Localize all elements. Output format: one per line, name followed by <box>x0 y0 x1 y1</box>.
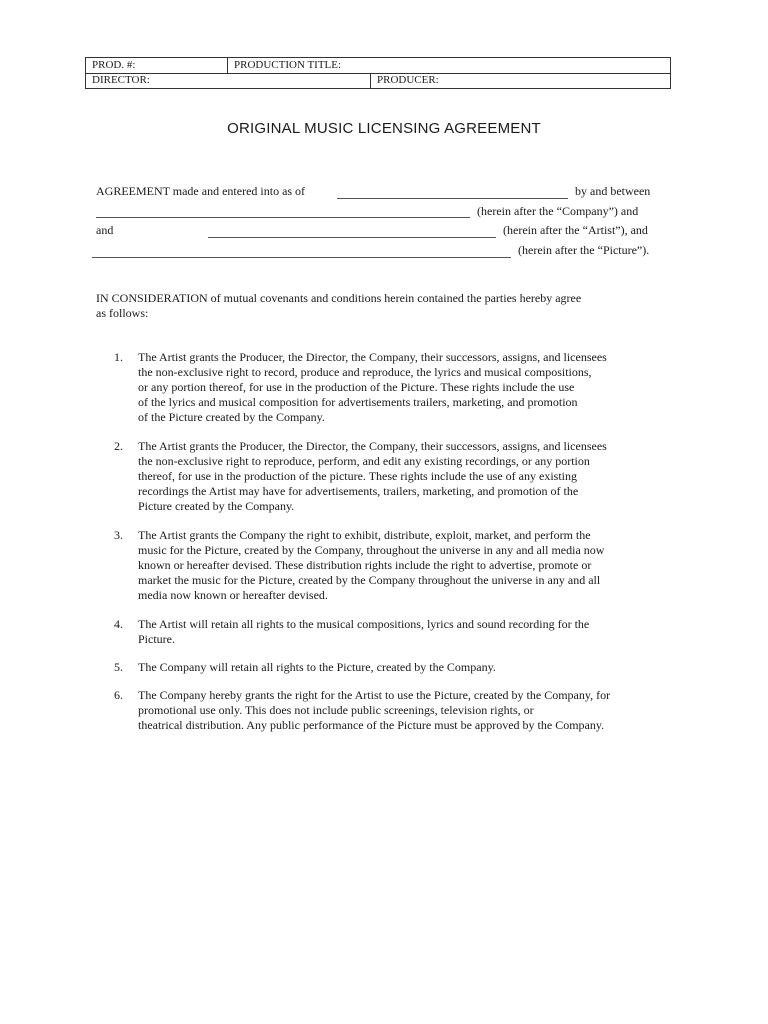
clause-line: The Company will retain all rights to the Picture, created by the Company. <box>138 660 496 674</box>
clause-line: The Artist grants the Producer, the Director, the Company, their successors, assigns, and licensees <box>138 439 607 453</box>
intro-line3-start: and <box>96 223 114 237</box>
intro-line3-end: (herein after the “Artist”), and <box>503 223 648 237</box>
clause-line: The Artist grants the Producer, the Director, the Company, their successors, assigns, and licensees <box>138 350 607 364</box>
clause-line: theatrical distribution. Any public performance of the Picture must be approved by the Company. <box>138 718 605 732</box>
intro-line1-start: AGREEMENT made and entered into as of <box>96 184 306 198</box>
clause-number: 1. <box>114 350 123 364</box>
clause-line: or any portion thereof, for use in the production of the Picture. These rights include the use <box>138 380 575 394</box>
date-blank-line <box>337 198 568 199</box>
consideration-paragraph <box>96 291 676 321</box>
clause-line: market the music for the Picture, created by the Company throughout the universe in any and all <box>138 573 601 587</box>
clause-line: media now known or hereafter devised. <box>138 588 328 602</box>
header-row-1 <box>86 58 670 74</box>
intro-line1-end: by and between <box>575 184 651 198</box>
clause-line: the non-exclusive right to record, produce and reproduce, the lyrics and musical compositions, <box>138 365 592 379</box>
clause-number: 4. <box>114 617 123 631</box>
clause-number: 2. <box>114 439 123 453</box>
clause-line: the non-exclusive right to reproduce, perform, and edit any existing recordings, or any portion <box>138 454 590 468</box>
clause-line: Picture created by the Company. <box>138 499 295 513</box>
clause-line: known or hereafter devised. These distribution rights include the right to advertise, promote or <box>138 558 592 572</box>
clause-line: The Artist will retain all rights to the musical compositions, lyrics and sound recording for the <box>138 617 590 631</box>
clause-text <box>138 439 678 514</box>
clause-text <box>138 350 678 425</box>
clause-line: promotional use only. This does not include public screenings, television rights, or <box>138 703 534 717</box>
intro-line4-end: (herein after the “Picture”). <box>518 243 650 257</box>
director-label: DIRECTOR: <box>86 73 371 88</box>
clause-text <box>138 528 678 603</box>
production-title-label: PRODUCTION TITLE: <box>234 59 342 71</box>
clause-line: Picture. <box>138 632 175 646</box>
clause-line: The Company hereby grants the right for the Artist to use the Picture, created by the Company, for <box>138 688 611 702</box>
clause-text <box>138 688 678 733</box>
clause-line: recordings the Artist may have for advertisements, trailers, marketing, and promotion of the <box>138 484 579 498</box>
clause-number: 3. <box>114 528 123 542</box>
clause-number: 6. <box>114 688 123 702</box>
production-header-table <box>85 57 671 89</box>
consideration-line-2: as follows: <box>96 306 149 320</box>
clause-line: of the lyrics and musical composition for advertisements trailers, marketing, and promotion <box>138 395 578 409</box>
clause-line: music for the Picture, created by the Company, throughout the universe in any and all media now <box>138 543 605 557</box>
document-title: ORIGINAL MUSIC LICENSING AGREEMENT <box>227 120 541 137</box>
clause-text <box>138 617 678 647</box>
clause-number: 5. <box>114 660 123 674</box>
clause-line: of the Picture created by the Company. <box>138 410 325 424</box>
consideration-line-1: IN CONSIDERATION of mutual covenants and conditions herein contained the parties hereby agree <box>96 291 582 305</box>
company-blank-line <box>96 217 470 218</box>
clause-line: The Artist grants the Company the right to exhibit, distribute, exploit, market, and perform the <box>138 528 591 542</box>
prod-number-label: PROD. #: <box>86 58 228 73</box>
producer-label: PRODUCER: <box>377 74 439 86</box>
artist-blank-line <box>208 237 496 238</box>
clause-text <box>138 660 678 675</box>
picture-blank-line <box>92 257 511 258</box>
intro-line2-end: (herein after the “Company”) and <box>477 204 639 218</box>
clause-line: thereof, for use in the production of the picture. These rights include the use of any existing <box>138 469 577 483</box>
header-row-2 <box>86 73 670 88</box>
